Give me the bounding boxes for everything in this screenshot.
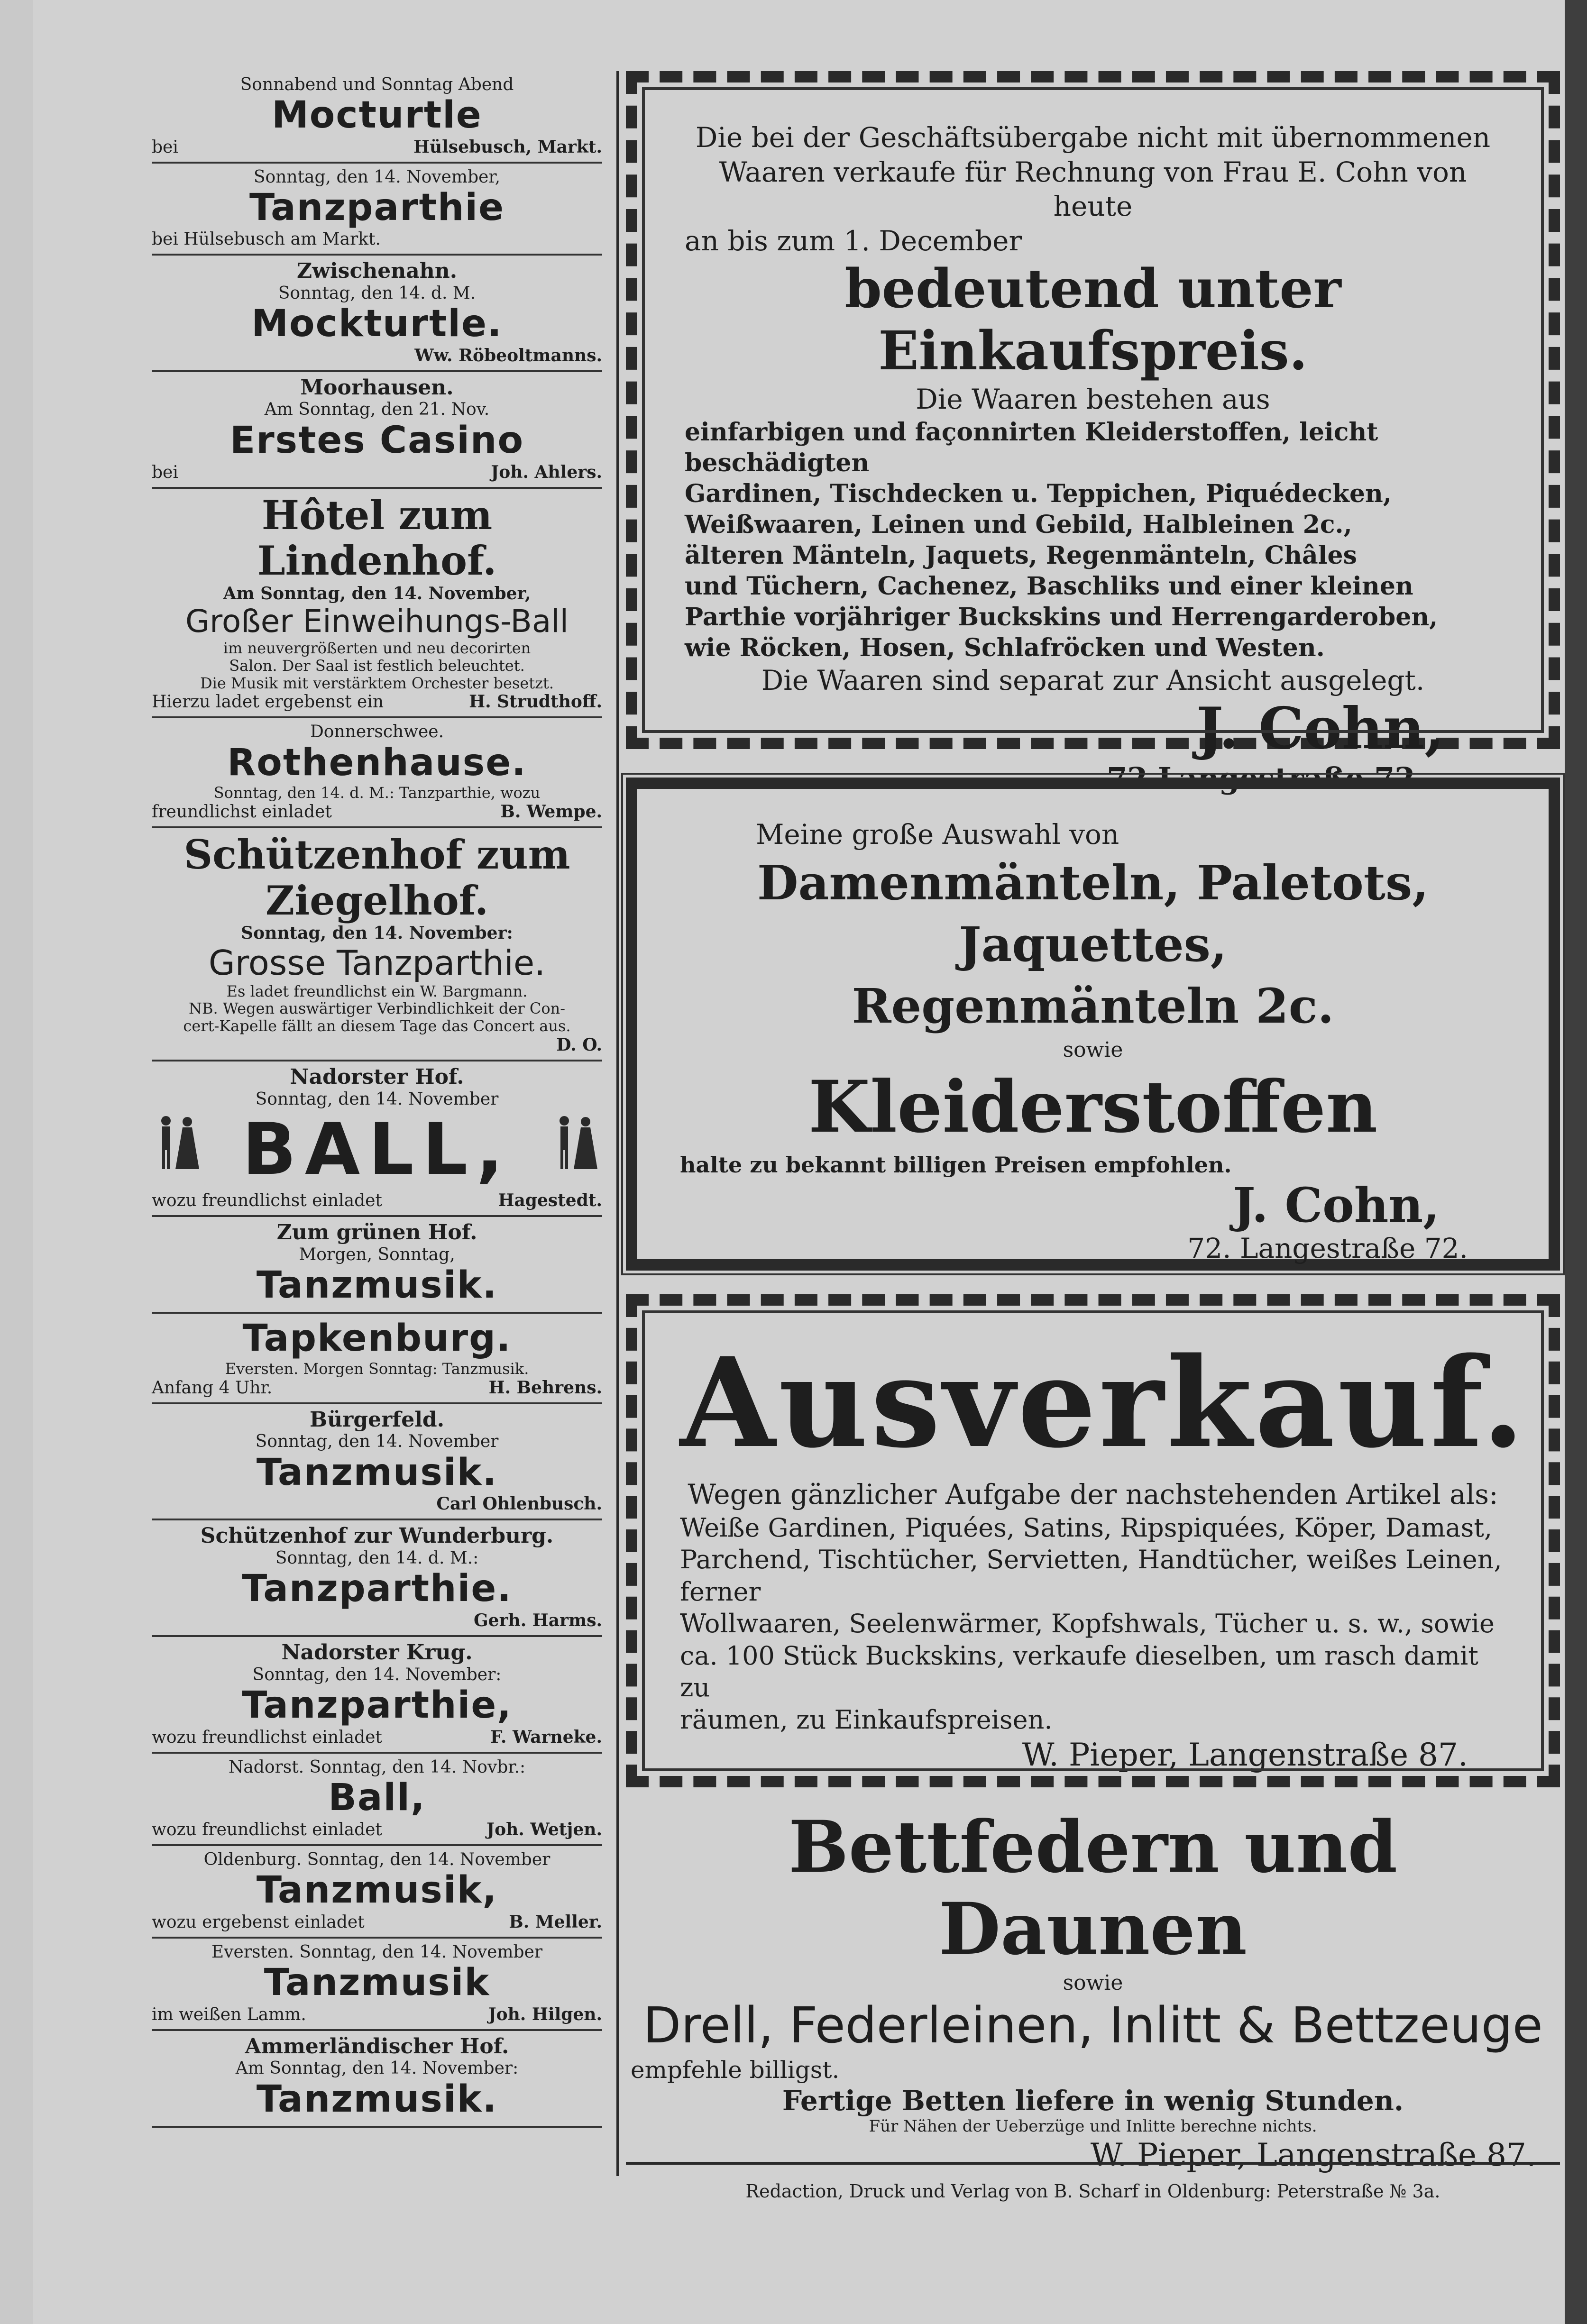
ad-footer-right: Carl Ohlenbusch. xyxy=(436,1494,602,1514)
ad-line: Donnerschwee. xyxy=(310,722,444,742)
pieper1-body-4: ca. 100 Stück Buckskins, verkaufe dieselben, um rasch damit zu xyxy=(680,1640,1478,1702)
ad-line: Sonntag, den 14. November xyxy=(255,1432,499,1452)
ad-footer-left: Hierzu ladet ergebenst ein xyxy=(152,692,384,712)
ad-line: Nadorster Krug. xyxy=(281,1640,473,1665)
ad-footer-left: wozu ergebenst einladet xyxy=(152,1912,365,1932)
ad-title: Rothenhause. xyxy=(227,741,527,784)
ad-footer-right: Joh. Ahlers. xyxy=(491,462,602,482)
ad-title: Ball, xyxy=(328,1776,426,1820)
pieper2-empfehle: empfehle billigst. xyxy=(631,2056,840,2084)
cohn1-item-3: Weißwaaren, Leinen und Gebild, Halbleinen 2c., xyxy=(685,510,1352,539)
page-edge xyxy=(1565,0,1587,2324)
cohn1-item-1: einfarbigen und façonnirten Kleiderstoffen, leicht beschädigten xyxy=(685,417,1378,477)
pieper2-line: Drell, Federleinen, Inlitt & Bettzeuge xyxy=(643,1996,1543,2054)
ad-footer-right: Hagestedt. xyxy=(498,1190,602,1211)
dancing-couple-icon xyxy=(152,1112,204,1174)
cohn1-item-0: Die Waaren bestehen aus xyxy=(916,383,1270,415)
ad-footer-right: B. Meller. xyxy=(509,1912,602,1932)
cohn2-sowie: sowie xyxy=(1063,1037,1123,1062)
ad-line: Oldenburg. Sonntag, den 14. November xyxy=(203,1849,550,1869)
ad-body-line: Sonntag, den 14. d. M.: Tanzparthie, wozu xyxy=(213,784,541,802)
ad-title: Tanzparthie xyxy=(249,186,505,229)
ad-body-line: cert-Kapelle fällt an diesem Tage das Concert aus. xyxy=(183,1017,571,1035)
pieper-ausverkauf-ad xyxy=(626,1294,1560,1787)
ad-footer xyxy=(152,1494,602,1514)
ad-line: Moorhausen. xyxy=(300,375,454,400)
ad-footer xyxy=(152,2004,602,2024)
left-ad xyxy=(152,1846,602,1939)
ad-footer-left: wozu freundlichst einladet xyxy=(152,1191,382,1211)
ad-line: Eversten. Sonntag, den 14. November xyxy=(211,1942,543,1962)
pieper2-headline: Bettfedern und Daunen xyxy=(788,1805,1398,1971)
pieper1-signature: W. Pieper, Langenstraße 87. xyxy=(1022,1737,1468,1773)
ad-footer-right: F. Warneke. xyxy=(490,1727,602,1747)
ad-footer-right: H. Behrens. xyxy=(488,1377,602,1398)
ad-title: Tanzmusik, xyxy=(256,1869,498,1912)
cohn1-item-7: wie Röcken, Hosen, Schlafröcken und Westen. xyxy=(685,633,1325,662)
ad-footer-right: B. Wempe. xyxy=(500,802,602,822)
cohn1-intro-2: Waaren verkaufe für Rechnung von Frau E. Cohn von heute xyxy=(719,156,1467,222)
column-divider xyxy=(616,71,619,2176)
ad-title: Tapkenburg. xyxy=(242,1317,512,1360)
ad-body-line: Es ladet freundlichst ein W. Bargmann. xyxy=(226,982,528,1000)
ad-footer-right: Gerh. Harms. xyxy=(473,1610,602,1630)
left-ad xyxy=(152,1520,602,1637)
pieper1-body-1: Weiße Gardinen, Piquées, Satins, Ripspiquées, Köper, Damast, xyxy=(680,1512,1493,1543)
ad-title: Erstes Casino xyxy=(229,419,524,462)
left-ad xyxy=(152,71,602,164)
cohn2-address: 72. Langestraße 72. xyxy=(1187,1232,1468,1264)
ad-footer-left: bei Hülsebusch am Markt. xyxy=(152,229,381,249)
left-ad xyxy=(152,1939,602,2031)
pieper2-bold: Fertige Betten liefere in wenig Stunden. xyxy=(782,2085,1404,2117)
ad-body-line: Salon. Der Saal ist festlich beleuchtet. xyxy=(229,656,525,675)
ad-line: Nadorst. Sonntag, den 14. Novbr.: xyxy=(228,1757,526,1777)
ad-body-line: im neuvergrößerten und neu decorirten xyxy=(223,639,531,657)
ad-title: Tanzmusik. xyxy=(256,1451,498,1494)
pieper2-sowie: sowie xyxy=(1063,1971,1123,1995)
left-ad xyxy=(152,1061,602,1217)
left-ad xyxy=(152,372,602,489)
pieper2-signature: W. Pieper, Langenstraße 87. xyxy=(1090,2137,1536,2174)
ad-footer-right: Ww. Röbeoltmanns. xyxy=(414,345,602,366)
ad-footer-right: Joh. Hilgen. xyxy=(488,2004,602,2024)
ad-line: Sonntag, den 14. November, xyxy=(253,167,501,187)
ad-body-line: NB. Wegen auswärtiger Verbindlichkeit der Con- xyxy=(188,999,565,1018)
right-column-ads xyxy=(626,71,1560,2175)
ad-footer-left: wozu freundlichst einladet xyxy=(152,1727,382,1747)
ad-extra: Am Sonntag, den 14. November, xyxy=(223,583,531,604)
ad-footer-left: bei xyxy=(152,137,178,157)
ad-line: Zum grünen Hof. xyxy=(276,1220,477,1245)
cohn1-headline: bedeutend unter Einkaufspreis. xyxy=(844,258,1341,382)
ad-footer xyxy=(152,462,602,482)
cohn1-item-4: älteren Mänteln, Jaquets, Regenmänteln, Châles xyxy=(685,540,1357,570)
ad-footer-left: freundlichst einladet xyxy=(152,802,332,822)
pieper1-body-2: Parchend, Tischtücher, Servietten, Handtücher, weißes Leinen, ferner xyxy=(680,1545,1502,1607)
ad-title: Tanzmusik. xyxy=(256,1264,498,1307)
ad-footer xyxy=(152,692,602,712)
cohn1-item-2: Gardinen, Tischdecken u. Teppichen, Piquédecken, xyxy=(685,479,1392,508)
pieper1-headline: Ausverkauf. xyxy=(680,1331,1528,1475)
left-ad xyxy=(152,1637,602,1754)
ad-title: Schützenhof zum Ziegelhof. xyxy=(183,831,570,924)
ad-subtitle: Großer Einweihungs-Ball xyxy=(185,603,569,640)
ad-line: Zwischenahn. xyxy=(296,259,458,284)
left-ad xyxy=(152,256,602,372)
ad-footer-right: Joh. Wetjen. xyxy=(486,1819,602,1839)
ad-footer xyxy=(152,137,602,157)
ad-title: Hôtel zum Lindenhof. xyxy=(257,491,497,585)
pieper-bedding-ad xyxy=(626,1806,1560,2175)
ad-footer-right: Hülsebusch, Markt. xyxy=(413,137,602,157)
ad-footer xyxy=(152,1727,602,1747)
ad-line: Sonntag, den 14. November xyxy=(255,1089,499,1109)
ad-footer xyxy=(152,1912,602,1932)
ad-footer-left: wozu freundlichst einladet xyxy=(152,1820,382,1839)
left-ad xyxy=(152,718,602,828)
cohn2-intro: Meine große Auswahl von xyxy=(756,818,1119,851)
imprint-footer: Redaction, Druck und Verlag von B. Scharf in Oldenburg: Peterstraße № 3a. xyxy=(626,2162,1560,2202)
cohn1-item-6: Parthie vorjähriger Buckskins und Herrengarderoben, xyxy=(685,602,1438,631)
ad-line: Nadorster Hof. xyxy=(290,1065,464,1089)
ad-title: BALL, xyxy=(242,1108,512,1191)
ad-footer xyxy=(152,802,602,822)
pieper1-body-3: Wollwaaren, Seelenwärmer, Kopfshwals, Tücher u. s. w., sowie xyxy=(680,1609,1495,1638)
ad-line: Morgen, Sonntag, xyxy=(299,1245,455,1265)
left-ad xyxy=(152,1217,602,1314)
ad-body-line: Eversten. Morgen Sonntag: Tanzmusik. xyxy=(225,1359,529,1378)
pieper1-body-0: Wegen gänzlicher Aufgabe der nachstehenden Artikel als: xyxy=(688,1478,1498,1510)
ad-footer xyxy=(152,346,602,366)
left-column-ads xyxy=(152,71,602,2128)
ad-line: Sonntag, den 14. d. M.: xyxy=(275,1548,479,1568)
ad-footer xyxy=(152,1820,602,1839)
ad-title: Tanzmusik xyxy=(264,1961,490,2004)
ad-title: Mockturtle. xyxy=(251,302,503,346)
ad-title: Mocturtle xyxy=(272,94,482,137)
left-ad xyxy=(152,828,602,1061)
ad-footer-left: im weißen Lamm. xyxy=(152,2004,306,2024)
ad-footer-left: Anfang 4 Uhr. xyxy=(152,1378,273,1398)
cohn1-intro-1: Die bei der Geschäftsübergabe nicht mit übernommenen xyxy=(695,121,1491,154)
ad-title: Tanzparthie. xyxy=(242,1567,512,1610)
ad-footer xyxy=(152,1035,602,1055)
ad-footer-left: bei xyxy=(152,462,178,482)
ad-title: Tanzmusik. xyxy=(256,2077,498,2121)
left-ad xyxy=(152,1404,602,1521)
ad-line: Schützenhof zur Wunderburg. xyxy=(200,1524,554,1548)
cohn2-line3: Kleiderstoffen xyxy=(808,1065,1378,1149)
ball-title-row xyxy=(152,1109,602,1191)
left-ad xyxy=(152,1314,602,1404)
cohn1-item-5: und Tüchern, Cachenez, Baschliks und einer kleinen xyxy=(685,571,1413,601)
ad-extra: Sonntag, den 14. November: xyxy=(241,923,513,943)
left-ad xyxy=(152,489,602,719)
cohn1-note: Die Waaren sind separat zur Ansicht ausgelegt. xyxy=(761,664,1425,696)
left-ad xyxy=(152,164,602,256)
pieper2-small: Für Nähen der Ueberzüge und Inlitte berechne nichts. xyxy=(869,2117,1317,2136)
ad-line: Am Sonntag, den 14. November: xyxy=(235,2059,519,2078)
ad-line: Sonntag, den 14. d. M. xyxy=(278,283,476,303)
left-ad xyxy=(152,2031,602,2128)
cohn-coats-ad xyxy=(626,778,1560,1271)
ad-footer xyxy=(152,1378,602,1398)
ad-footer-right: D. O. xyxy=(556,1035,602,1055)
ad-title: Tanzparthie, xyxy=(242,1684,512,1727)
cohn2-name: J. Cohn, xyxy=(1233,1177,1440,1233)
ad-footer xyxy=(152,1610,602,1630)
ad-subtitle: Grosse Tanzparthie. xyxy=(208,942,546,983)
cohn1-name: J. Cohn, xyxy=(1196,695,1444,762)
cohn-clearance-ad xyxy=(626,71,1560,796)
ad-line: Sonntag, den 14. November: xyxy=(252,1665,502,1684)
cohn2-tail: halte zu bekannt billigen Preisen empfohlen. xyxy=(680,1152,1232,1178)
ad-line: Sonnabend und Sonntag Abend xyxy=(240,75,514,94)
ad-line: Ammerländischer Hof. xyxy=(245,2034,509,2059)
pieper1-body-5: räumen, zu Einkaufspreisen. xyxy=(680,1704,1053,1735)
left-ad xyxy=(152,1754,602,1846)
dancing-couple-icon xyxy=(550,1112,602,1174)
cohn1-intro-3: an bis zum 1. December xyxy=(685,224,1022,257)
cohn1-address: 72 Langestraße 72. xyxy=(1107,761,1425,796)
ad-line: Am Sonntag, den 21. Nov. xyxy=(264,400,490,420)
cohn2-line2: Regenmänteln 2c. xyxy=(852,978,1334,1034)
ad-footer xyxy=(152,229,602,249)
cohn2-line1: Damenmänteln, Paletots, Jaquettes, xyxy=(757,854,1429,972)
ad-line: Bürgerfeld. xyxy=(309,1407,445,1432)
ad-footer-right: H. Strudthoff. xyxy=(469,692,602,712)
ad-footer xyxy=(152,1190,602,1210)
ad-body-line: Die Musik mit verstärktem Orchester besetzt. xyxy=(200,674,554,692)
